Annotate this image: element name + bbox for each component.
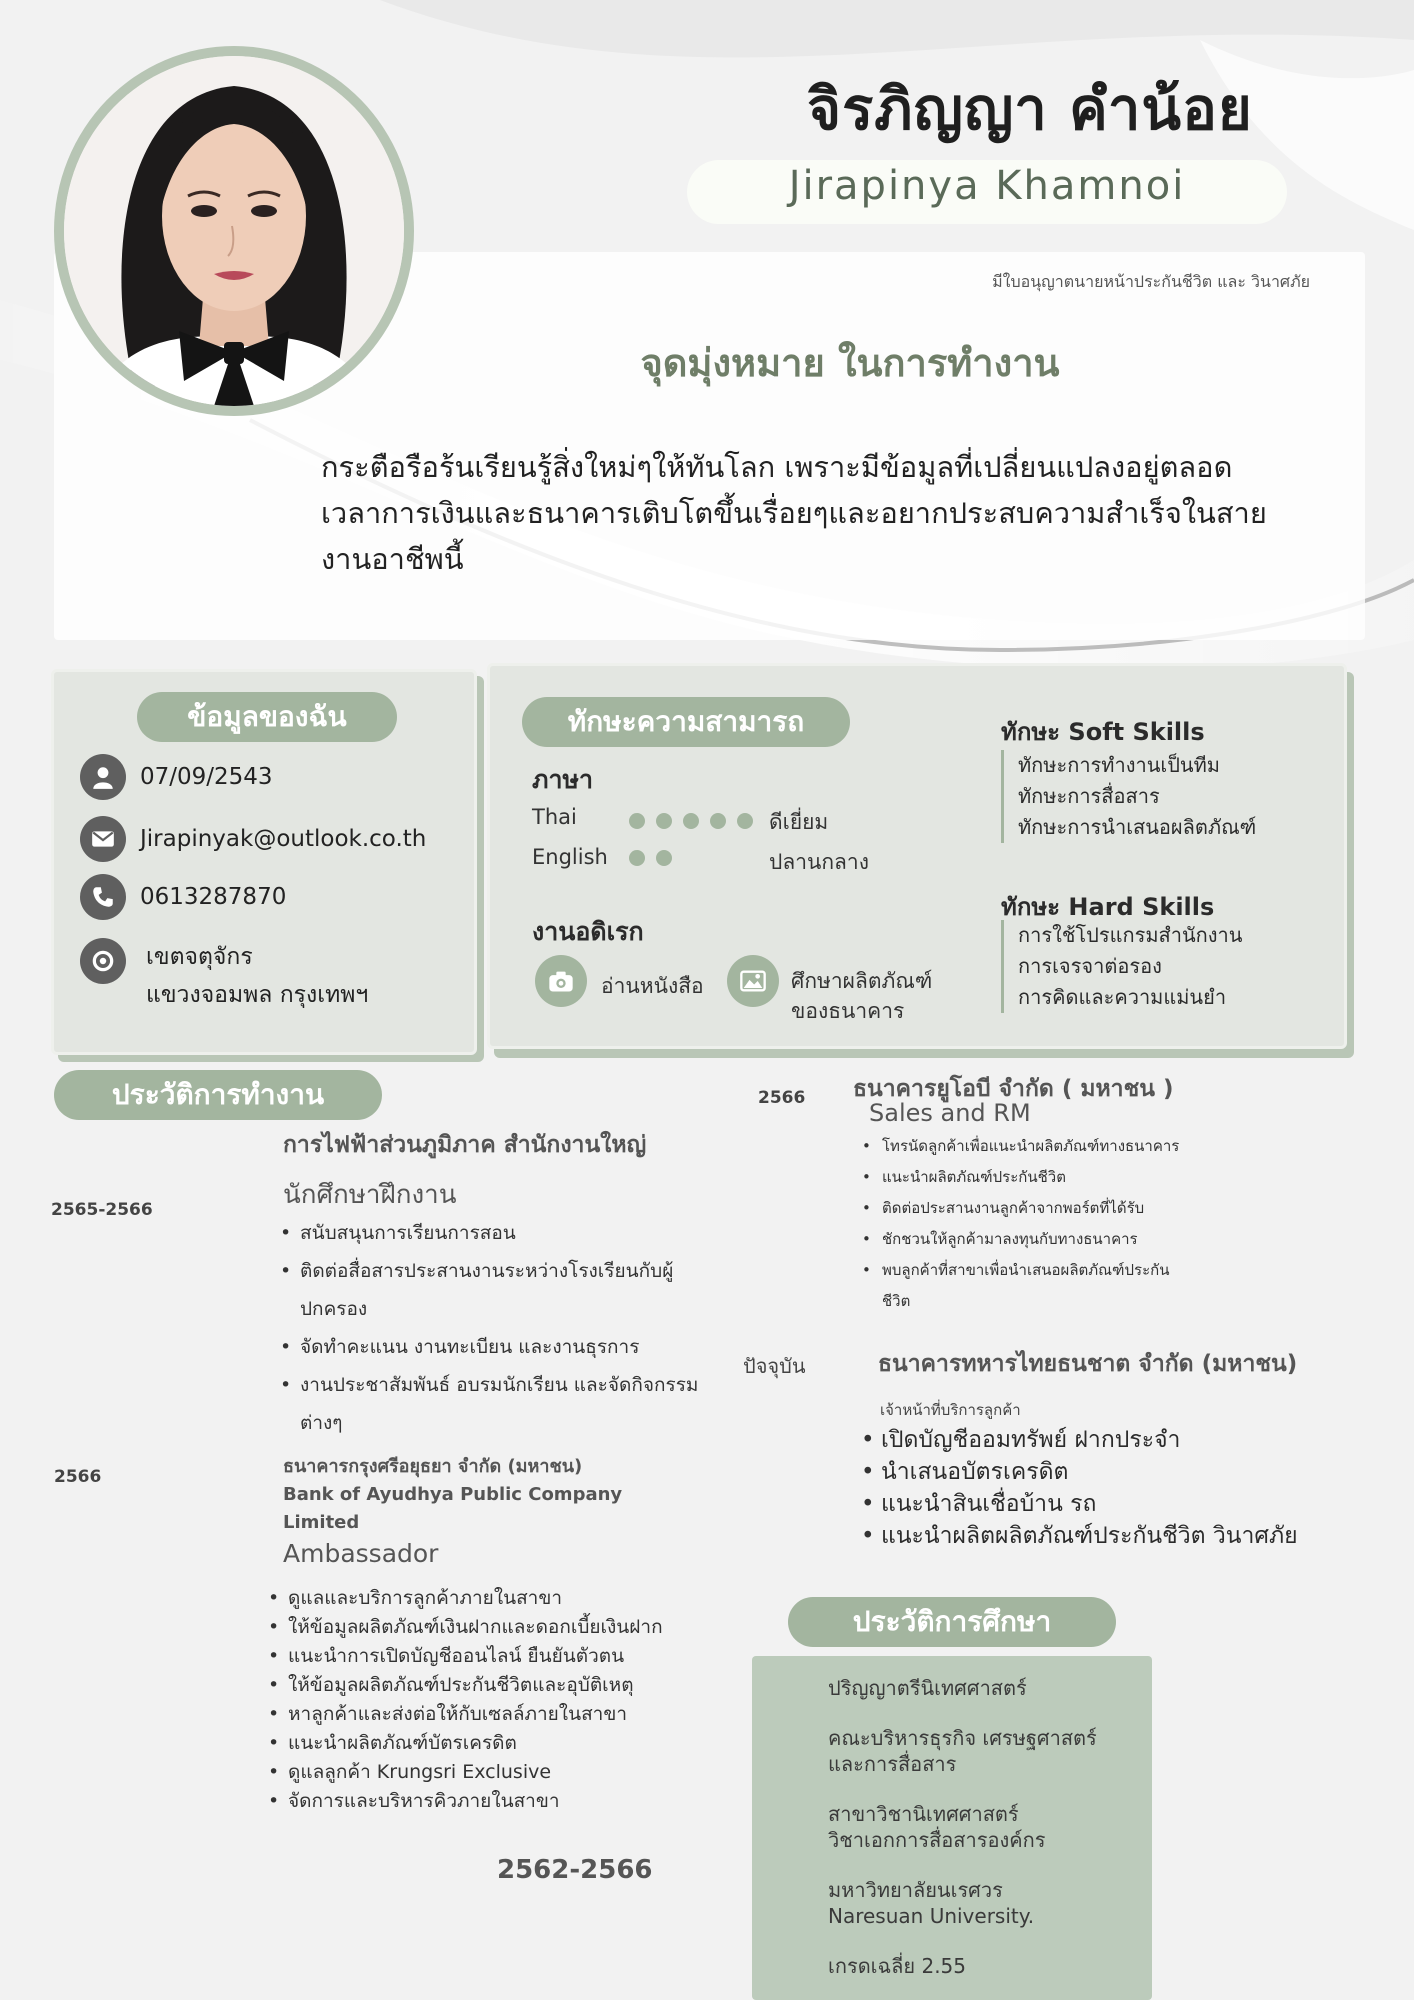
- address-line: แขวงจอมพล กรุงเทพฯ: [146, 982, 369, 1008]
- job-duties: [861, 1424, 1341, 1552]
- level-dot: [656, 850, 672, 866]
- duty-item: • โทรนัดลูกค้าเพื่อแนะนำผลิตภัณฑ์ทางธนาคาร: [862, 1131, 1192, 1162]
- language-dots-thai: [629, 813, 764, 833]
- duty-item: • เปิดบัญชีออมทรัพย์ ฝากประจำ: [861, 1424, 1341, 1456]
- duty-item: • จัดทำคะแนน งานทะเบียน และงานธุรการ: [280, 1328, 700, 1366]
- job-role: นักศึกษาฝึกงาน: [283, 1180, 457, 1210]
- level-dot: [629, 850, 645, 866]
- birthdate-row: [80, 754, 273, 800]
- duty-item: • แนะนำผลิตผลิตภัณฑ์ประกันชีวิต วินาศภัย: [861, 1520, 1341, 1552]
- language-level: ปลานกลาง: [769, 850, 869, 874]
- company-name-en: Limited: [283, 1512, 360, 1533]
- level-dot: [656, 813, 672, 829]
- hobby-title: งานอดิเรก: [532, 917, 644, 946]
- phone[interactable]: 0613287870: [140, 884, 287, 910]
- duty-item: • หาลูกค้าและส่งต่อให้กับเซลล์ภายในสาขา: [268, 1700, 708, 1729]
- education-faculty: [828, 1725, 1097, 1777]
- duty-item: • จัดการและบริหารคิวภายในสาขา: [268, 1787, 708, 1816]
- objective-line: กระตือรือร้นเรียนรู้สิ่งใหม่ๆให้ทันโลก เพราะมีข้อมูลที่เปลี่ยนแปลงอยู่ตลอด: [321, 450, 1233, 484]
- hobby-line: ศึกษาผลิตภัณฑ์: [791, 969, 933, 993]
- education-degree: ปริญญาตรีนิเทศศาสตร์: [828, 1676, 1027, 1700]
- skill-item: การใช้โปรแกรมสำนักงาน: [1018, 923, 1243, 947]
- hobby-label: [791, 966, 932, 1026]
- phone-icon: [80, 874, 126, 920]
- job-role: Ambassador: [283, 1539, 439, 1568]
- mail-icon: [80, 816, 126, 862]
- skill-item: ทักษะการนำเสนอผลิตภัณฑ์: [1018, 815, 1257, 839]
- objective-line: งานอาชีพนี้: [321, 542, 464, 576]
- profile-photo: [64, 56, 404, 406]
- personal-title: ข้อมูลของฉัน: [137, 692, 397, 742]
- major-line: วิชาเอกการสื่อสารองค์กร: [828, 1828, 1046, 1852]
- job-role: Sales and RM: [869, 1099, 1031, 1127]
- university-th: มหาวิทยาลัยนเรศวร: [828, 1878, 1003, 1902]
- skill-item: การเจรจาต่อรอง: [1018, 954, 1162, 978]
- company-name-th: ธนาคารกรุงศรีอยุธยา จำกัด (มหาชน): [283, 1456, 583, 1477]
- hobby-line: ของธนาคาร: [791, 999, 905, 1023]
- job-duties: [268, 1584, 708, 1816]
- job-year: 2566: [54, 1467, 102, 1487]
- job-year: ปัจจุบัน: [743, 1354, 806, 1378]
- education-university: [828, 1877, 1034, 1929]
- duty-item: • แนะนำผลิตภัณฑ์ประกันชีวิต: [862, 1162, 1192, 1193]
- name-thai: จิรภิญญา คำน้อย: [807, 75, 1253, 143]
- soft-skills-list: [1001, 750, 1256, 843]
- faculty-line: คณะบริหารธุรกิจ เศรษฐศาสตร์: [828, 1726, 1097, 1750]
- skill-item: ทักษะการทำงานเป็นทีม: [1018, 753, 1220, 777]
- duty-item: • ติดต่อสื่อสารประสานงานระหว่างโรงเรียนกับผู้ปกครอง: [280, 1252, 700, 1328]
- job-year: 2565-2566: [51, 1200, 153, 1220]
- duty-item: • แนะนำสินเชื่อบ้าน รถ: [861, 1488, 1341, 1520]
- language-name: English: [532, 845, 608, 869]
- objective-text: [321, 444, 1321, 582]
- education-major: [828, 1801, 1045, 1853]
- language-name: Thai: [532, 805, 577, 829]
- address-line: เขตจตุจักร: [146, 944, 253, 970]
- faculty-line: และการสื่อสาร: [828, 1752, 957, 1776]
- language-dots-english: [629, 850, 683, 870]
- image-icon: [727, 955, 779, 1007]
- language-title: ภาษา: [532, 765, 594, 794]
- address: [146, 938, 368, 1014]
- soft-skills-title: ทักษะ Soft Skills: [1001, 718, 1205, 746]
- level-dot: [629, 813, 645, 829]
- objective-line: เวลาการเงินและธนาคารเติบโตขึ้นเรื่อยๆและอยากประสบความสำเร็จในสาย: [321, 496, 1267, 530]
- level-dot: [710, 813, 726, 829]
- duty-item: • ติดต่อประสานงานลูกค้าจากพอร์ตที่ได้รับ: [862, 1193, 1192, 1224]
- duty-item: • งานประชาสัมพันธ์ อบรมนักเรียน และจัดกิจกรรมต่างๆ: [280, 1366, 700, 1442]
- company-name-en: Bank of Ayudhya Public Company: [283, 1484, 623, 1505]
- camera-icon: [535, 955, 587, 1007]
- duty-item: • สนับสนุนการเรียนการสอน: [280, 1214, 700, 1252]
- duty-item: • ดูแลและบริการลูกค้าภายในสาขา: [268, 1584, 708, 1613]
- skills-title: ทักษะความสามารถ: [522, 697, 850, 747]
- email[interactable]: Jirapinyak@outlook.co.th: [140, 826, 427, 852]
- hard-skills-title: ทักษะ Hard Skills: [1001, 893, 1215, 921]
- duty-item: • นำเสนอบัตรเครดิต: [861, 1456, 1341, 1488]
- job-role: เจ้าหน้าที่บริการลูกค้า: [880, 1401, 1021, 1419]
- duty-item: • แนะนำการเปิดบัญชีออนไลน์ ยืนยันตัวตน: [268, 1642, 708, 1671]
- duty-item: • พบลูกค้าที่สาขาเพื่อนำเสนอผลิตภัณฑ์ประกันชีวิต: [862, 1255, 1192, 1317]
- job-company: ธนาคารยูโอบี จำกัด ( มหาชน ): [853, 1076, 1174, 1102]
- job-year: 2566: [758, 1088, 806, 1108]
- education-year: 2562-2566: [497, 1855, 653, 1885]
- hobby-label: อ่านหนังสือ: [601, 974, 704, 998]
- duty-item: • ชักชวนให้ลูกค้ามาลงทุนกับทางธนาคาร: [862, 1224, 1192, 1255]
- location-icon: [80, 938, 126, 984]
- job-duties: [862, 1131, 1192, 1317]
- job-duties: [280, 1214, 700, 1442]
- duty-item: • ดูแลลูกค้า Krungsri Exclusive: [268, 1758, 708, 1787]
- level-dot: [737, 813, 753, 829]
- email-row: [80, 816, 426, 862]
- license-note: มีใบอนุญาตนายหน้าประกันชีวิต และ วินาศภัย: [992, 272, 1310, 291]
- education-title: ประวัติการศึกษา: [788, 1597, 1116, 1647]
- job-company: ธนาคารทหารไทยธนชาต จำกัด (มหาชน): [878, 1351, 1298, 1377]
- duty-item: • ให้ข้อมูลผลิตภัณฑ์เงินฝากและดอกเบี้ยเงินฝาก: [268, 1613, 708, 1642]
- work-title: ประวัติการทำงาน: [54, 1070, 382, 1120]
- skill-item: การคิดและความแม่นยำ: [1018, 985, 1227, 1009]
- duty-item: • ให้ข้อมูลผลิตภัณฑ์ประกันชีวิตและอุบัติเหตุ: [268, 1671, 708, 1700]
- duty-item: • แนะนำผลิตภัณฑ์บัตรเครดิต: [268, 1729, 708, 1758]
- skill-item: ทักษะการสื่อสาร: [1018, 784, 1160, 808]
- education-gpa: เกรดเฉลี่ย 2.55: [828, 1954, 966, 1978]
- language-level: ดีเยี่ยม: [769, 810, 829, 834]
- level-dot: [683, 813, 699, 829]
- birthdate: 07/09/2543: [140, 764, 273, 790]
- job-company: [283, 1453, 622, 1537]
- job-company: การไฟฟ้าส่วนภูมิภาค สำนักงานใหญ่: [283, 1132, 647, 1158]
- university-en: Naresuan University.: [828, 1904, 1035, 1928]
- major-line: สาขาวิชานิเทศศาสตร์: [828, 1802, 1019, 1826]
- phone-row: [80, 874, 286, 920]
- user-icon: [80, 754, 126, 800]
- objective-title: จุดมุ่งหมาย ในการทำงาน: [640, 341, 1060, 385]
- name-english: Jirapinya Khamnoi: [788, 163, 1186, 209]
- address-row: [80, 938, 368, 1014]
- hard-skills-list: [1001, 920, 1242, 1013]
